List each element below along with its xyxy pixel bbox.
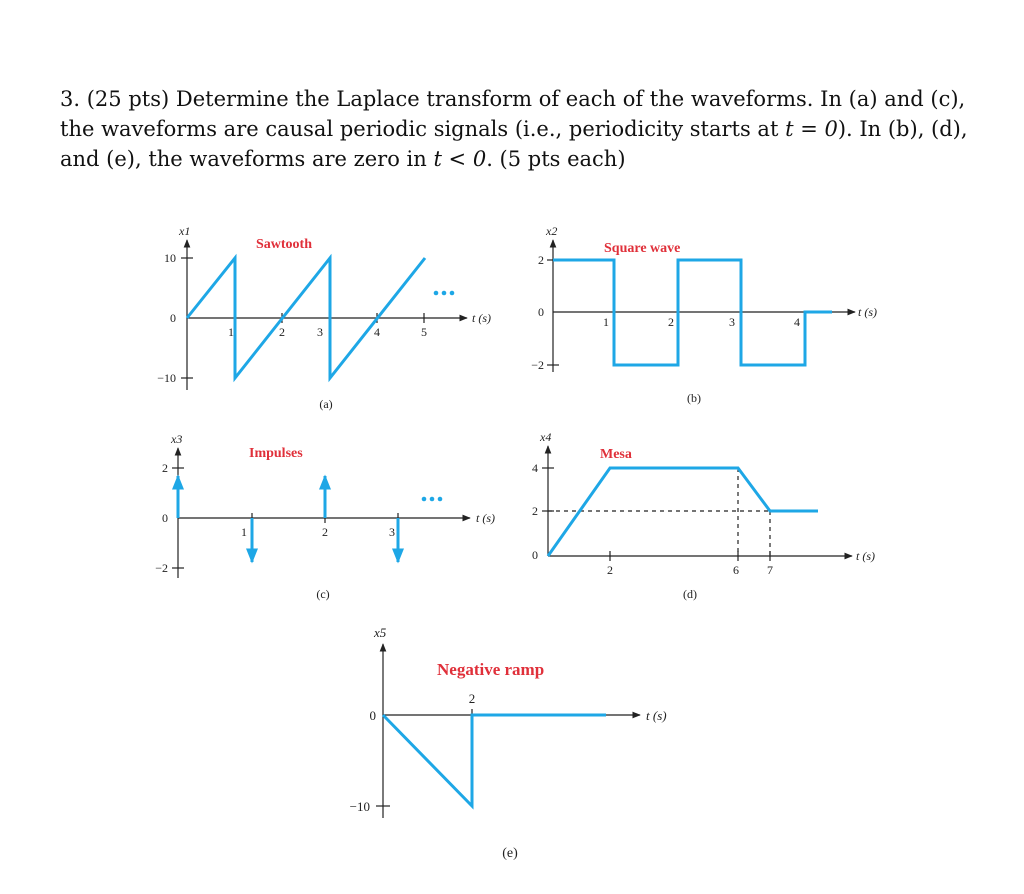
fig-c-y-label: x3 [171,432,183,446]
problem-points: (25 pts) [86,87,170,111]
fig-a-ytick-label-0: 0 [170,311,176,325]
fig-a-xtick-label-5: 5 [421,325,427,339]
fig-d-title: Mesa [600,447,632,462]
fig-b-xtick-label-3: 3 [729,315,735,329]
fig-e-ytick-label-0: 0 [369,708,376,723]
fig-e-caption: (e) [502,846,518,861]
fig-a-ytick-label-neg10: −10 [157,371,176,385]
fig-b-ytick-label-0: 0 [538,305,544,319]
fig-c-continuation-dot [430,497,435,502]
fig-c-caption: (c) [316,587,330,601]
math-t-equals-0: t = 0 [785,117,838,141]
fig-e-ytick-label-neg10: −10 [349,799,370,814]
fig-c-continuation-dot [438,497,443,502]
fig-a-continuation-dot [450,291,455,296]
fig-d-ytick-label-2: 2 [532,504,538,518]
fig-d-xtick-label-6: 6 [733,563,739,577]
problem-text-1: Determine the Laplace transform of each of the waveforms. In (a) and (c), the waveforms are causal periodic signals (i.e., periodicity starts at [60,87,966,141]
fig-c-xtick-label-2: 2 [322,525,328,539]
fig-d-y-label: x4 [540,430,552,444]
fig-a-continuation-dot [442,291,447,296]
fig-e-ramp-signal [383,715,606,806]
fig-e-x-label: t (s) [646,708,667,723]
figure-e-negative-ramp [350,625,667,861]
problem-text-3: . (5 pts each) [486,147,626,171]
fig-d-mesa-signal [548,468,818,556]
fig-d-ytick-label-0: 0 [532,548,538,562]
fig-d-xtick-label-2: 2 [607,563,613,577]
fig-c-ytick-label-2: 2 [162,461,168,475]
problem-text-2: ). In (b), (d), and (e), the waveforms are zero in [60,117,968,171]
fig-b-x-label: t (s) [858,305,877,319]
fig-b-caption: (b) [687,391,701,405]
fig-c-xtick-label-1: 1 [241,525,247,539]
fig-c-ytick-label-0: 0 [162,511,168,525]
fig-c-x-label: t (s) [476,511,495,525]
fig-a-ytick-label-10: 10 [164,251,176,265]
fig-b-xtick-label-1: 1 [603,315,609,329]
fig-b-ytick-label-2: 2 [538,253,544,267]
fig-c-ytick-label-neg2: −2 [155,561,168,575]
fig-a-xtick-label-1: 1 [228,325,234,339]
fig-e-title: Negative ramp [437,660,545,679]
fig-a-continuation-dot [434,291,439,296]
fig-a-y-label: x1 [179,224,191,238]
figure-c-impulses [155,432,495,601]
fig-b-y-label: x2 [546,224,558,238]
fig-b-ytick-label-neg2: −2 [531,358,544,372]
fig-b-title: Square wave [604,241,681,256]
fig-e-y-label: x5 [374,625,387,640]
fig-d-ytick-label-4: 4 [532,461,538,475]
problem-number: 3. [60,87,81,111]
fig-c-continuation-dot [422,497,427,502]
fig-c-title: Impulses [249,446,303,461]
math-t-less-than-0: t < 0 [433,147,487,171]
fig-a-x-label: t (s) [472,311,491,325]
fig-b-xtick-label-4: 4 [794,315,800,329]
figure-d-mesa [532,430,875,601]
fig-b-xtick-label-2: 2 [668,315,674,329]
fig-d-xtick-label-7: 7 [767,563,773,577]
fig-a-xtick-label-4: 4 [374,325,380,339]
fig-a-xtick-label-3: 3 [317,325,323,339]
figure-b-square-wave [531,224,877,405]
fig-e-xtick-label-2: 2 [468,691,476,706]
fig-c-xtick-label-3: 3 [389,525,395,539]
fig-d-x-label: t (s) [856,549,875,563]
figure-a-sawtooth [157,224,491,411]
fig-a-caption: (a) [319,397,333,411]
fig-d-caption: (d) [683,587,697,601]
fig-a-xtick-label-2: 2 [279,325,285,339]
fig-a-title: Sawtooth [256,237,313,252]
